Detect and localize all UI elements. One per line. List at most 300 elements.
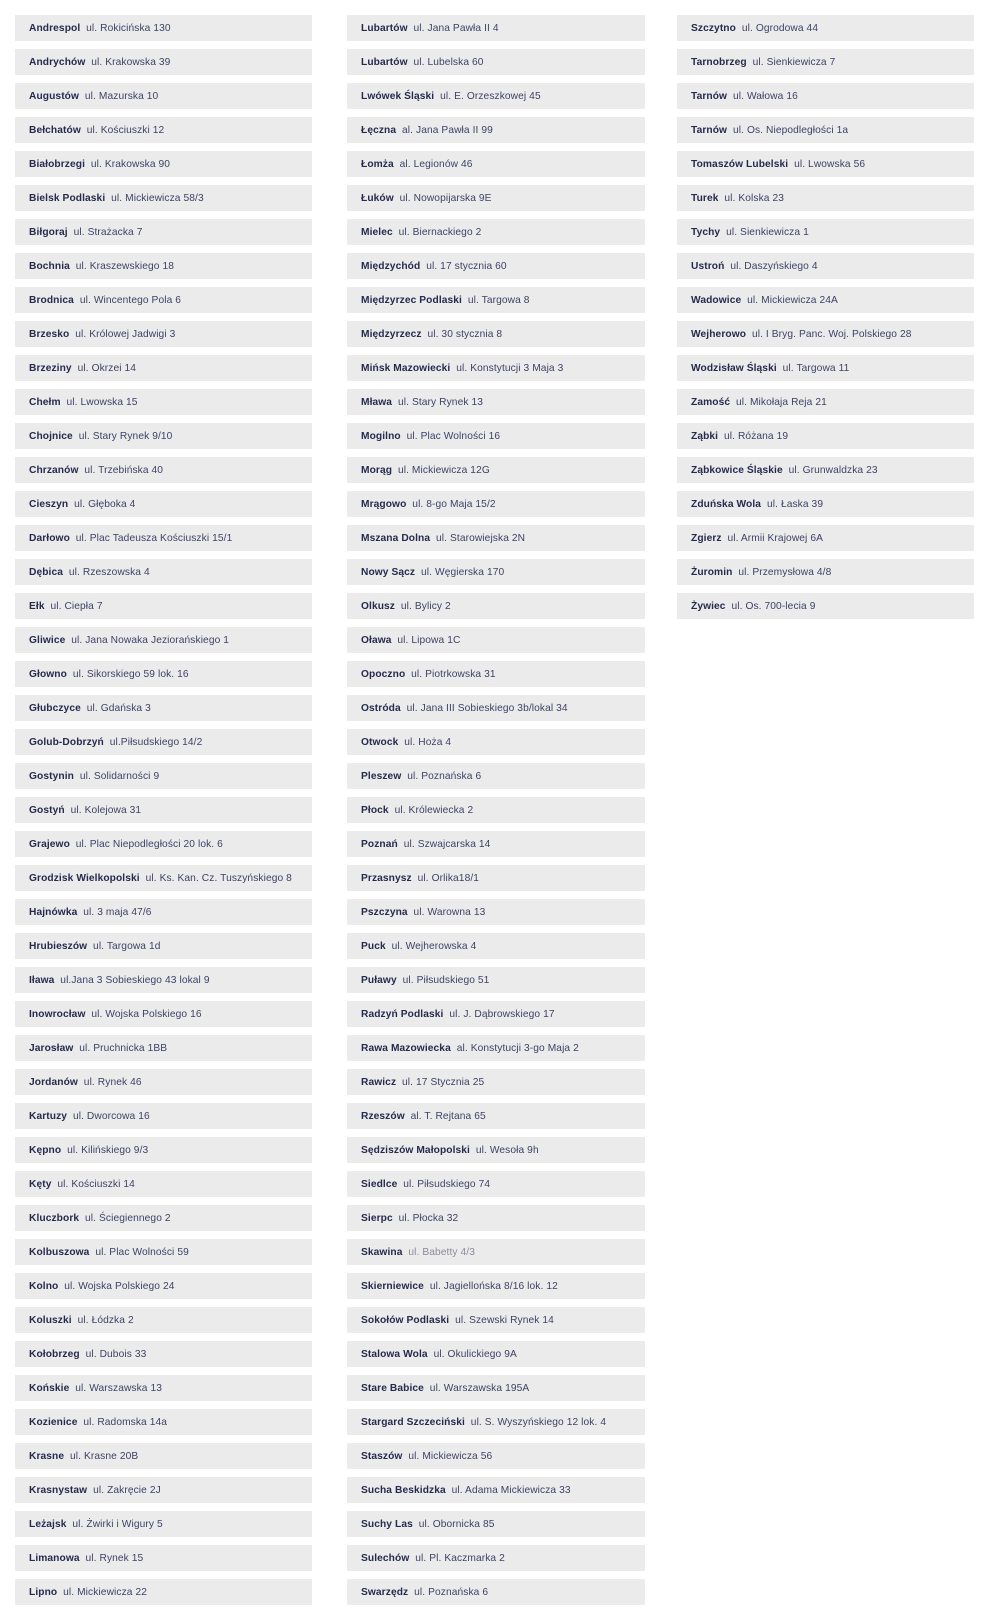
store-list-item [15,83,312,109]
store-city: Żywiec [691,600,726,612]
store-list-item [677,49,974,75]
store-list-item [677,15,974,41]
store-city: Nowy Sącz [361,566,416,578]
store-list-item [15,1273,312,1299]
store-address: ul. Kościuszki 14 [57,1178,135,1190]
store-list-item [347,1171,645,1197]
store-city: Lipno [29,1586,58,1598]
store-address: ul. Radomska 14a [83,1416,168,1428]
store-city: Sędziszów Małopolski [361,1144,470,1156]
store-column-3 [677,15,974,1613]
store-address: ul. Mickiewicza 58/3 [111,192,204,204]
store-city: Kluczbork [29,1212,80,1224]
store-city: Mława [361,396,393,408]
store-list-item [347,253,645,279]
store-address: ul. Gdańska 3 [86,702,151,714]
store-city: Rzeszów [361,1110,405,1122]
store-list-item [347,1069,645,1095]
store-list-item [347,355,645,381]
store-city: Łuków [361,192,394,204]
store-list-item [347,1511,645,1537]
store-city: Grajewo [29,838,70,850]
store-address: ul. Kraszewskiego 18 [75,260,175,272]
store-address: ul. Warszawska 195A [429,1382,530,1394]
store-list-item [347,729,645,755]
store-city: Cieszyn [29,498,69,510]
store-list-item [15,1477,312,1503]
store-city: Brodnica [29,294,74,306]
store-list-item [15,355,312,381]
store-address: ul. Strażacka 7 [73,226,143,238]
store-address: ul. Kościuszki 12 [86,124,165,136]
store-list-item [677,83,974,109]
store-list [15,15,974,1613]
store-city: Zamość [691,396,731,408]
store-address: ul. Rokicińska 130 [86,22,171,34]
store-city: Płock [361,804,389,816]
store-city: Iława [29,974,55,986]
store-address: ul. Królewiecka 2 [394,804,474,816]
store-address: ul. Piłsudskiego 51 [402,974,490,986]
store-list-item [15,1239,312,1265]
store-list-item [347,15,645,41]
store-address: ul. Szewski Rynek 14 [455,1314,554,1326]
store-address: ul. Trzebińska 40 [84,464,164,476]
store-list-item [347,1545,645,1571]
store-city: Opoczno [361,668,406,680]
store-list-item [15,525,312,551]
store-list-item [347,1409,645,1435]
store-city: Chełm [29,396,61,408]
store-address: ul. Armii Krajowej 6A [727,532,824,544]
store-list-item [15,1205,312,1231]
store-city: Pszczyna [361,906,408,918]
store-list-item [677,117,974,143]
store-city: Augustów [29,90,80,102]
store-city: Stargard Szczeciński [361,1416,465,1428]
store-city: Gostynin [29,770,74,782]
store-city: Tarnów [691,90,728,102]
store-list-item [347,661,645,687]
store-list-item [677,287,974,313]
store-city: Ełk [29,600,45,612]
store-city: Ząbki [691,430,719,442]
store-list-item [677,457,974,483]
store-city: Koluszki [29,1314,72,1326]
store-city: Radzyń Podlaski [361,1008,444,1020]
store-address: ul. Wałowa 16 [732,90,798,102]
store-list-item [347,525,645,551]
store-list-item [15,865,312,891]
store-list-item [347,1273,645,1299]
store-list-item [15,185,312,211]
store-address: ul. Targowa 1d [93,940,161,952]
store-list-item [15,219,312,245]
store-list-item [347,593,645,619]
store-address: ul. Bylicy 2 [400,600,451,612]
store-address: ul.Piłsudskiego 14/2 [109,736,203,748]
store-list-item [347,831,645,857]
store-list-item [347,1103,645,1129]
store-address: ul. Okulickiego 9A [433,1348,517,1360]
store-address: ul. Grunwaldzka 23 [788,464,878,476]
store-city: Sokołów Podlaski [361,1314,450,1326]
store-city: Olkusz [361,600,396,612]
store-list-item [15,797,312,823]
store-list-item [347,627,645,653]
store-city: Wejherowo [691,328,747,340]
store-address: ul. Mazurska 10 [84,90,159,102]
store-list-item [347,1137,645,1163]
store-city: Puławy [361,974,397,986]
store-address: ul. E. Orzeszkowej 45 [440,90,541,102]
store-address: ul. Mickiewicza 22 [63,1586,148,1598]
store-list-item [347,117,645,143]
store-list-item [347,151,645,177]
store-city: Wadowice [691,294,742,306]
store-address: ul. Lubelska 60 [413,56,484,68]
store-address: ul. Stary Rynek 9/10 [78,430,173,442]
store-list-item [15,1103,312,1129]
store-city: Suchy Las [361,1518,413,1530]
store-list-item [347,185,645,211]
store-list-item [15,1069,312,1095]
store-address: ul. Przemysłowa 4/8 [738,566,832,578]
store-list-item [15,1035,312,1061]
store-city: Hajnówka [29,906,78,918]
store-list-item [677,219,974,245]
store-address: ul. Zakręcie 2J [93,1484,161,1496]
store-address: ul. Poznańska 6 [407,770,482,782]
store-city: Skawina [361,1246,403,1258]
store-list-item [15,491,312,517]
store-address: ul. Szwajcarska 14 [403,838,491,850]
store-address: ul. Targowa 11 [782,362,850,374]
store-address: ul. Dworcowa 16 [72,1110,150,1122]
store-address: ul. Plac Tadeusza Kościuszki 15/1 [75,532,233,544]
store-list-item [15,1545,312,1571]
store-city: Międzychód [361,260,421,272]
store-city: Mogilno [361,430,401,442]
store-city: Gostyń [29,804,65,816]
store-city: Chrzanów [29,464,79,476]
store-address: ul. Jana Nowaka Jeziorańskiego 1 [71,634,230,646]
store-address: ul. Ciepła 7 [50,600,103,612]
store-column-1 [15,15,312,1613]
store-address: al. Konstytucji 3-go Maja 2 [456,1042,579,1054]
store-address: ul. Płocka 32 [398,1212,459,1224]
store-city: Kołobrzeg [29,1348,80,1360]
store-list-item [677,423,974,449]
store-list-item [15,593,312,619]
store-city: Golub-Dobrzyń [29,736,104,748]
store-address: al. T. Rejtana 65 [410,1110,486,1122]
store-address: ul. Głęboka 4 [74,498,136,510]
store-city: Sierpc [361,1212,393,1224]
store-address: ul. Lwowska 15 [66,396,138,408]
store-address: ul. Łaska 39 [766,498,824,510]
store-address: ul. I Bryg. Panc. Woj. Polskiego 28 [751,328,912,340]
store-city: Mielec [361,226,393,238]
store-list-item [347,559,645,585]
store-list-item [15,1171,312,1197]
store-city: Jarosław [29,1042,74,1054]
store-list-item [15,287,312,313]
store-list-item [347,1443,645,1469]
store-city: Inowrocław [29,1008,86,1020]
store-list-item [347,219,645,245]
store-list-item [15,1341,312,1367]
store-address: ul. Rynek 15 [85,1552,144,1564]
store-column-2 [347,15,645,1613]
store-list-item [677,389,974,415]
store-list-item [15,627,312,653]
store-city: Siedlce [361,1178,398,1190]
store-list-item [15,831,312,857]
store-address: ul. Piotrkowska 31 [411,668,496,680]
store-city: Międzyrzecz [361,328,422,340]
store-list-item [15,1409,312,1435]
store-city: Jordanów [29,1076,78,1088]
store-list-item [15,457,312,483]
store-city: Oława [361,634,392,646]
store-list-item [347,423,645,449]
store-city: Stare Babice [361,1382,424,1394]
store-city: Rawa Mazowiecka [361,1042,451,1054]
store-city: Kartuzy [29,1110,68,1122]
store-city: Tomaszów Lubelski [691,158,789,170]
store-city: Andrychów [29,56,86,68]
store-city: Łomża [361,158,394,170]
store-address: ul. Sikorskiego 59 lok. 16 [72,668,189,680]
store-address: ul. Dubois 33 [85,1348,147,1360]
store-address: ul. Poznańska 6 [414,1586,489,1598]
store-list-item [15,1375,312,1401]
store-address: ul. Daszyńskiego 4 [730,260,818,272]
store-city: Kozienice [29,1416,78,1428]
store-address: ul. Ks. Kan. Cz. Tuszyńskiego 8 [145,872,292,884]
store-list-item [677,491,974,517]
store-list-item [347,1239,645,1265]
store-list-item [347,1579,645,1605]
store-city: Bełchatów [29,124,81,136]
store-address: ul. Ściegiennego 2 [85,1212,171,1224]
store-list-item [677,593,974,619]
store-address: ul. Krasne 20B [70,1450,139,1462]
store-city: Mszana Dolna [361,532,431,544]
store-list-item [15,1443,312,1469]
store-city: Turek [691,192,719,204]
store-city: Andrespol [29,22,81,34]
store-list-item [347,763,645,789]
store-address: ul. Łódzka 2 [77,1314,134,1326]
store-city: Bochnia [29,260,70,272]
store-city: Białobrzegi [29,158,86,170]
store-list-item [15,49,312,75]
store-address: ul. S. Wyszyńskiego 12 lok. 4 [470,1416,607,1428]
store-list-item [15,389,312,415]
store-address: ul. Biernackiego 2 [398,226,482,238]
store-address: ul. 17 Stycznia 25 [402,1076,485,1088]
store-address: ul. Targowa 8 [467,294,530,306]
store-city: Hrubieszów [29,940,88,952]
store-list-item [677,559,974,585]
store-address: ul. 3 maja 47/6 [83,906,152,918]
store-list-item [15,1579,312,1605]
store-city: Wodzisław Śląski [691,362,777,374]
store-address: ul.Jana 3 Sobieskiego 43 lokal 9 [60,974,210,986]
store-list-item [347,287,645,313]
store-list-item [677,525,974,551]
store-list-item [15,1307,312,1333]
store-list-item [347,321,645,347]
store-city: Przasnysz [361,872,412,884]
store-address: ul. Piłsudskiego 74 [403,1178,491,1190]
store-city: Skierniewice [361,1280,424,1292]
store-address: ul. Mickiewicza 12G [397,464,490,476]
store-list-item [347,49,645,75]
store-city: Rawicz [361,1076,397,1088]
store-list-item [347,1205,645,1231]
store-city: Lwówek Śląski [361,90,435,102]
store-address: ul. Kolejowa 31 [70,804,142,816]
store-city: Głowno [29,668,67,680]
store-city: Staszów [361,1450,403,1462]
store-city: Chojnice [29,430,73,442]
store-address: ul. Mickiewicza 24A [747,294,838,306]
store-address: ul. Adama Mickiewicza 33 [451,1484,571,1496]
store-city: Tarnów [691,124,728,136]
store-address: ul. Babetty 4/3 [408,1246,475,1258]
store-address: ul. Lwowska 56 [794,158,866,170]
store-city: Międzyrzec Podlaski [361,294,462,306]
store-list-item [15,695,312,721]
store-list-item [15,151,312,177]
store-address: ul. 8-go Maja 15/2 [412,498,496,510]
store-address: ul. Jana Pawła II 4 [413,22,499,34]
store-address: ul. Plac Niepodległości 20 lok. 6 [75,838,223,850]
store-address: al. Legionów 46 [399,158,473,170]
store-list-item [15,899,312,925]
store-list-item [15,1001,312,1027]
store-city: Tychy [691,226,721,238]
store-city: Lubartów [361,56,408,68]
store-list-item [347,457,645,483]
store-city: Darłowo [29,532,70,544]
store-city: Leżajsk [29,1518,67,1530]
store-list-item [347,865,645,891]
store-city: Otwock [361,736,399,748]
store-address: ul. 30 stycznia 8 [427,328,503,340]
store-address: ul. Krakowska 39 [91,56,171,68]
store-list-item [15,1511,312,1537]
store-city: Ostróda [361,702,401,714]
store-address: ul. Pl. Kaczmarka 2 [415,1552,505,1564]
store-list-item [347,83,645,109]
store-city: Głubczyce [29,702,81,714]
store-address: ul. Sienkiewicza 1 [726,226,809,238]
store-city: Krasne [29,1450,65,1462]
store-address: ul. Królowej Jadwigi 3 [75,328,176,340]
store-city: Dębica [29,566,64,578]
store-list-item [347,1001,645,1027]
store-list-item [15,253,312,279]
store-city: Zgierz [691,532,722,544]
store-address: ul. Lipowa 1C [397,634,461,646]
store-list-item [15,933,312,959]
store-city: Morąg [361,464,393,476]
store-address: ul. Solidarności 9 [79,770,160,782]
store-city: Ustroń [691,260,725,272]
store-list-item [677,253,974,279]
store-city: Krasnystaw [29,1484,88,1496]
store-address: al. Jana Pawła II 99 [402,124,493,136]
store-list-item [15,15,312,41]
store-address: ul. 17 stycznia 60 [426,260,507,272]
store-city: Kolno [29,1280,59,1292]
store-city: Stalowa Wola [361,1348,428,1360]
store-city: Limanowa [29,1552,80,1564]
store-address: ul. Hoża 4 [404,736,452,748]
store-list-item [15,117,312,143]
store-list-item [347,967,645,993]
store-address: ul. J. Dąbrowskiego 17 [449,1008,555,1020]
store-city: Ząbkowice Śląskie [691,464,783,476]
store-city: Poznań [361,838,398,850]
store-address: ul. Jagiellońska 8/16 lok. 12 [429,1280,558,1292]
store-list-item [347,695,645,721]
store-list-item [347,933,645,959]
store-list-item [15,321,312,347]
store-address: ul. Ogrodowa 44 [741,22,819,34]
store-list-item [15,423,312,449]
store-list-item [677,185,974,211]
store-address: ul. Stary Rynek 13 [397,396,483,408]
store-city: Gliwice [29,634,66,646]
store-address: ul. Warowna 13 [413,906,486,918]
store-list-item [677,151,974,177]
store-address: ul. Konstytucji 3 Maja 3 [456,362,564,374]
store-address: ul. Starowiejska 2N [436,532,526,544]
store-list-item [677,355,974,381]
store-list-item [347,389,645,415]
store-list-item [347,1307,645,1333]
store-address: ul. Nowopijarska 9E [399,192,492,204]
store-address: ul. Orlika18/1 [417,872,480,884]
store-list-item [347,1375,645,1401]
store-city: Zduńska Wola [691,498,762,510]
store-list-item [15,729,312,755]
store-city: Bielsk Podlaski [29,192,106,204]
store-list-item [347,1477,645,1503]
store-city: Swarzędz [361,1586,409,1598]
store-city: Sulechów [361,1552,410,1564]
store-city: Pleszew [361,770,402,782]
store-city: Żuromin [691,566,733,578]
store-list-item [15,967,312,993]
store-address: ul. Żwirki i Wigury 5 [72,1518,163,1530]
store-city: Kolbuszowa [29,1246,90,1258]
store-city: Lubartów [361,22,408,34]
store-address: ul. Wojska Polskiego 16 [91,1008,202,1020]
store-list-item [15,763,312,789]
store-list-item [347,797,645,823]
store-city: Grodzisk Wielkopolski [29,872,140,884]
store-city: Brzeziny [29,362,72,374]
store-address: ul. Plac Wolności 59 [95,1246,189,1258]
store-city: Łęczna [361,124,397,136]
store-address: ul. Jana III Sobieskiego 3b/lokal 34 [406,702,568,714]
